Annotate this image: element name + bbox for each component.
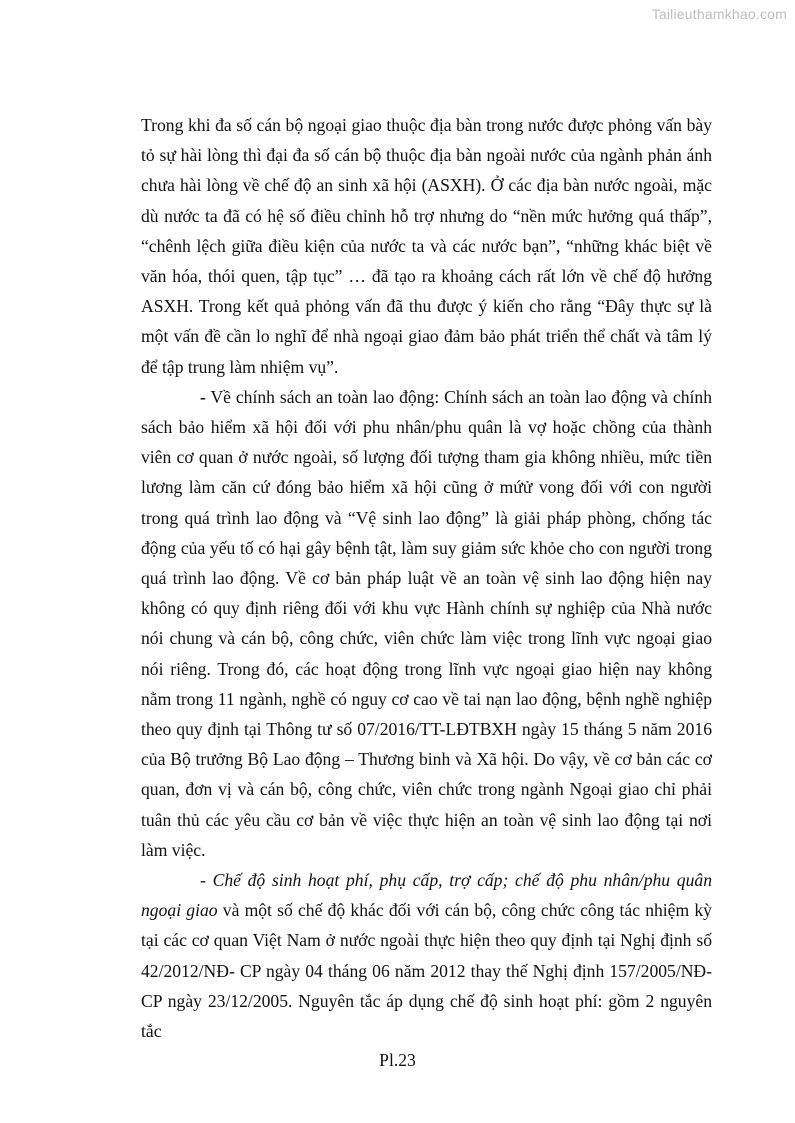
page-number: Pl.23 [379,1050,416,1070]
paragraph-labor-safety-text: Về chính sách an toàn lao động: Chính sách an toàn lao động và chính sách bảo hiểm xã hội đối với phu nhân/phu quân là vợ hoặc chồng của thành viên cơ quan ở nước ngoài, số lượng đối tượng tham gia không nhiều, mức tiền lương làm căn cứ đóng bảo hiểm xã hội cũng ở mứử vong đối với con người trong quá trình lao động và “Vệ sinh lao động” là giải pháp phòng, chống tác động của yếu tố có hại gây bệnh tật, làm suy giảm sức khỏe cho con người trong quá trình lao động. Về cơ bản pháp luật về an toàn vệ sinh lao động hiện nay không có quy định riêng đối với khu vực Hành chính sự nghiệp của Nhà nước nói chung và cán bộ, công chức, viên chức làm việc trong lĩnh vực ngoại giao nói riêng. Trong đó, các hoạt động trong lĩnh vực ngoại giao hiện nay không nằm trong 11 ngành, nghề có nguy cơ cao về tai nạn lao động, bệnh nghề nghiệp theo quy định tại Thông tư số 07/2016/TT-LĐTBXH ngày 15 tháng 5 năm 2016 của Bộ trưởng Bộ Lao động – Thương binh và Xã hội. Do vậy, về cơ bản các cơ quan, đơn vị và cán bộ, công chức, viên chức trong ngành Ngoại giao chỉ phải tuân thủ các yêu cầu cơ bản về việc thực hiện an toàn vệ sinh lao động tại nơi làm việc. [141,386,712,860]
paragraph-allowance-text: và một số chế độ khác đối với cán bộ, công chức công tác nhiệm kỳ tại các cơ quan Việt Nam ở nước ngoài thực hiện theo quy định tại Nghị định số 42/2012/NĐ- CP ngày 04 tháng 06 năm 2012 thay thế Nghị định 157/2005/NĐ-CP ngày 23/12/2005. Nguyên tắc áp dụng chế độ sinh hoạt phí: gồm 2 nguyên tắc [141,900,712,1042]
bullet-dash: - [200,386,206,407]
paragraph-allowance [141,865,712,1046]
paragraph-allowance-heading: - Chế độ sinh hoạt phí, phụ cấp, trợ cấp; chế độ phu nhân/phu quân ngoại giao [141,870,712,921]
document-body [141,110,712,1046]
paragraph-labor-safety [141,382,712,865]
paragraph-satisfaction: Trong khi đa số cán bộ ngoại giao thuộc địa bàn trong nước được phỏng vấn bày tỏ sự hài lòng thì đại đa số cán bộ thuộc địa bàn ngoài nước của ngành phản ánh chưa hài lòng về chế độ an sinh xã hội (ASXH). Ở các địa bàn nước ngoài, mặc dù nước ta đã có hệ số điều chỉnh hỗ trợ nhưng do “nền mức hưởng quá thấp”, “chênh lệch giữa điều kiện của nước ta và các nước bạn”, “những khác biệt về văn hóa, thói quen, tập tục” … đã tạo ra khoảng cách rất lớn về chế độ hưởng ASXH. Trong kết quả phỏng vấn đã thu được ý kiến cho rằng “Đây thực sự là một vấn đề cần lo nghĩ để nhà ngoại giao đảm bảo phát triển thể chất và tâm lý để tập trung làm nhiệm vụ”. [141,115,712,377]
watermark-text: Tailieuthamkhao.com [651,6,787,22]
